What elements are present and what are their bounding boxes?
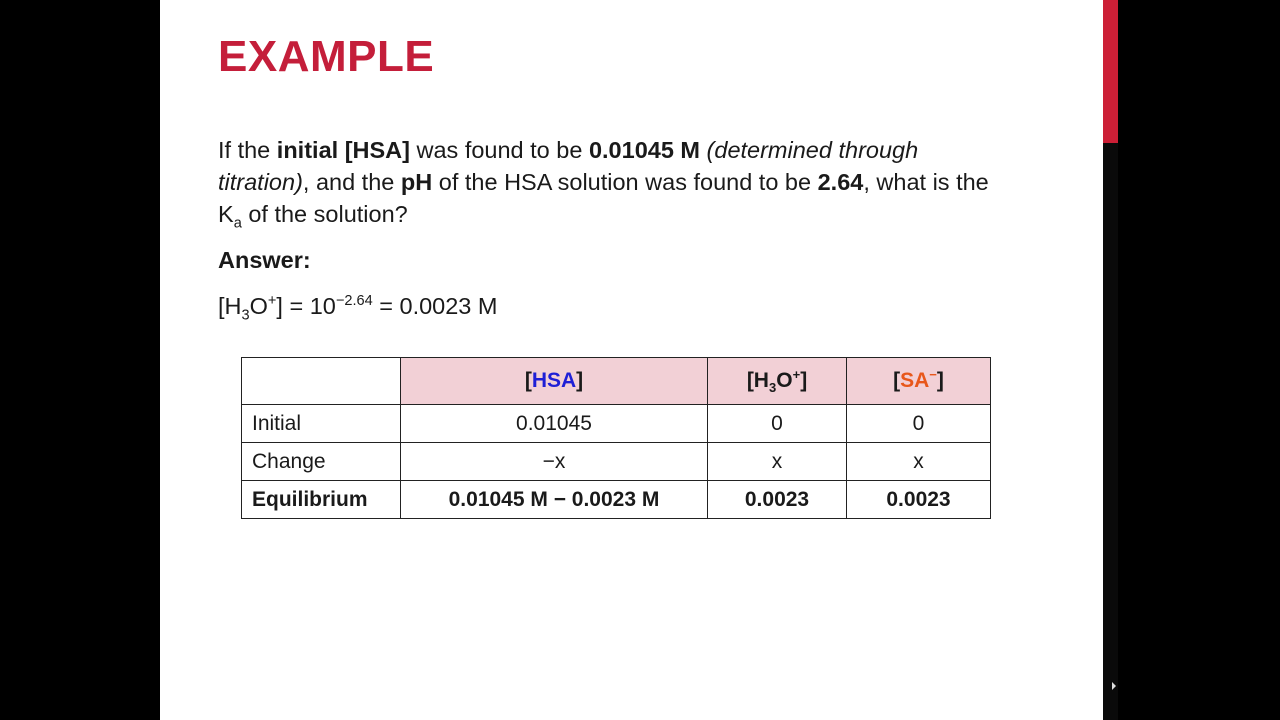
cell-h3o: 0 [708,405,847,443]
mouse-cursor-icon [1112,682,1116,690]
question-text: of the solution? [241,201,408,227]
eq-superscript: + [267,293,277,310]
row-label: Change [242,443,401,481]
eq-part: [H [218,293,242,319]
ice-table [241,357,991,519]
cell-hsa: −x [401,443,708,481]
question-text: , what is the K [218,169,989,227]
question-bold-initial: initial [HSA] [276,137,410,163]
question-text: was found to be [409,137,589,163]
slide-side-bar [1103,0,1118,720]
question-bold-ph-value: 2.64 [817,169,864,195]
cell-h3o: 0.0023 [708,481,847,519]
row-label: Initial [242,405,401,443]
table-header-row [242,358,991,405]
cell-sa: x [847,443,991,481]
question-paragraph [218,134,998,230]
header-blank-cell [242,358,401,405]
question-bold-molarity: 0.01045 M [588,137,701,163]
header-hsa: [HSA] [401,358,708,405]
table-row [242,443,991,481]
eq-exponent: −2.64 [335,293,373,310]
header-sa: [SA−] [847,358,991,405]
question-italic-note: (determined through titration) [218,137,919,195]
cell-h3o: x [708,443,847,481]
header-h3o: $[H_3O^+]$ [708,358,847,405]
question-text: , and the [302,169,401,195]
hydronium-equation [218,293,498,324]
cell-hsa: 0.01045 [401,405,708,443]
table-row [242,481,991,519]
eq-part: = 0.0023 M [372,293,498,319]
eq-part: O [249,293,268,319]
row-label: Equilibrium [242,481,401,519]
question-text: of the HSA solution was found to be [432,169,818,195]
answer-label: Answer: [218,247,311,273]
slide [160,0,1103,720]
cell-sa: 0.0023 [847,481,991,519]
cell-hsa: 0.01045 M − 0.0023 M [401,481,708,519]
eq-part: ] = 10 [276,293,336,319]
slide-title: EXAMPLE [218,32,435,81]
ka-subscript: a [233,215,242,232]
question-text: If the [218,137,277,163]
accent-bar [1103,0,1118,143]
cell-sa: 0 [847,405,991,443]
table-row [242,405,991,443]
eq-subscript: 3 [241,307,250,324]
question-bold-ph: pH [400,169,433,195]
